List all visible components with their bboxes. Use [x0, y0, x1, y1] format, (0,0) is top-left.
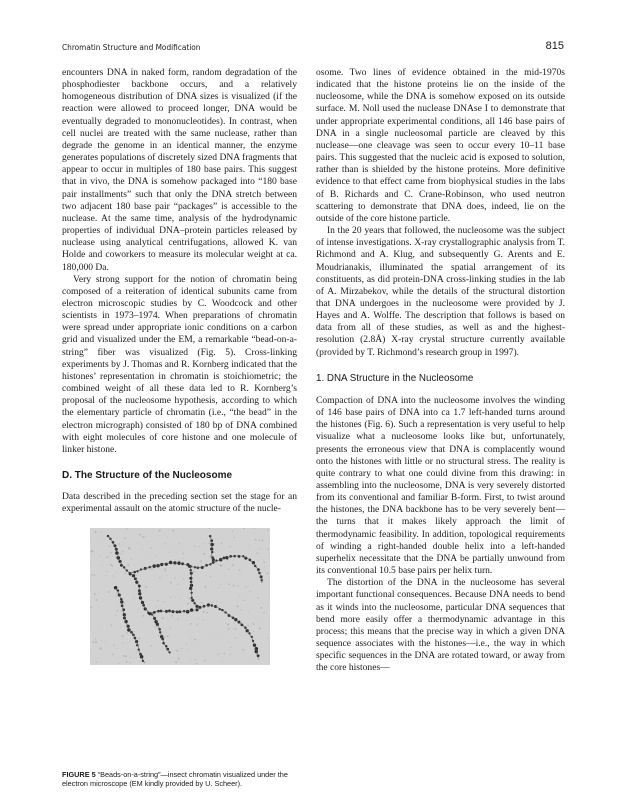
micrograph-grain	[239, 569, 241, 571]
micrograph-grain	[219, 653, 220, 654]
micrograph-grain	[175, 661, 177, 663]
micrograph-grain	[196, 546, 197, 547]
micrograph-grain	[218, 587, 219, 588]
nucleosome-bead	[207, 603, 210, 606]
micrograph-grain	[166, 575, 167, 576]
micrograph-grain	[137, 594, 138, 595]
micrograph-grain	[131, 558, 132, 559]
micrograph-grain	[129, 662, 130, 663]
micrograph-grain	[165, 543, 167, 545]
micrograph-grain	[156, 556, 157, 557]
micrograph-grain	[235, 540, 236, 541]
page-number: 815	[545, 40, 564, 52]
micrograph-grain	[237, 585, 239, 587]
micrograph-grain	[203, 611, 205, 613]
micrograph-grain	[139, 533, 141, 535]
micrograph-grain	[228, 583, 230, 585]
micrograph-grain	[209, 555, 211, 557]
micrograph-grain	[267, 548, 269, 550]
micrograph-grain	[138, 609, 139, 610]
micrograph-grain	[216, 601, 217, 602]
micrograph-grain	[121, 610, 123, 612]
micrograph-grain	[215, 639, 216, 640]
micrograph-grain	[263, 561, 265, 563]
micrograph-grain	[149, 554, 150, 555]
micrograph-grain	[217, 654, 218, 655]
micrograph-grain	[169, 529, 170, 530]
paragraph: Very strong support for the notion of chromatin being composed of a reiteration of identical subunits came from electron microscopic studies by C. Woodcock and other scientists in 1973–1974. When preparations of chromatin were spread under appropriate ionic conditions on a carbon grid and visualized under the EM, a remarkable “bead-on-a-string” fiber was visualized (Fig. 5). Cross-linking experiments by J. Thomas and R. Kornberg indicated that the histones’ representation in chromatin is stoichiometric; the combined weight of all these data led to R. Kornberg’s proposal of the nucleosome hypothesis, according to which the elementary particle of chromatin (i.e., “the bead” in the electron micrograph) consisted of 180 bp of DNA combined with eight molecules of core histone and one molecule of linker histone.	[62, 273, 297, 455]
micrograph-grain	[219, 564, 221, 566]
micrograph-grain	[104, 641, 105, 642]
micrograph-grain	[183, 558, 184, 559]
micrograph-grain	[243, 600, 245, 602]
micrograph-grain	[171, 615, 173, 617]
micrograph-grain	[225, 575, 226, 576]
right-column	[316, 67, 565, 675]
micrograph-grain	[122, 545, 123, 546]
micrograph-grain	[126, 661, 128, 663]
micrograph-grain	[196, 663, 197, 664]
micrograph-grain	[230, 647, 231, 648]
micrograph-grain	[253, 631, 254, 632]
micrograph-grain	[229, 546, 230, 547]
micrograph-grain	[204, 543, 205, 544]
micrograph-grain	[156, 606, 157, 607]
micrograph-grain	[112, 654, 114, 656]
micrograph-grain	[146, 536, 147, 537]
micrograph-grain	[210, 576, 212, 578]
micrograph-grain	[95, 641, 97, 643]
micrograph-grain	[122, 635, 124, 637]
micrograph-grain	[194, 638, 196, 640]
micrograph-grain	[115, 556, 116, 557]
micrograph-grain	[256, 552, 258, 554]
micrograph-grain	[94, 593, 96, 595]
paragraph: osome. Two lines of evidence obtained in the mid-1970s indicated that the histone proteins lie on the inside of the nucleosome, while the DNA is somehow exposed on its outside surface. M. Noll used the nuclease DNAse I to demonstrate that under appropriate experimental conditions, all 146 base pairs of DNA in a single nucleosomal particle are cleaved by this nuclease—one cleavage was seen to occur every 10–11 base pairs. This suggested that the nucleic acid is exposed to solution, rather than is shielded by the histone proteins. More definitive evidence to that effect came from biophysical studies in the labs of B. Richards and C. Crane-Robinson, who used neutron scattering to demonstrate that DNA does, indeed, lie on the outside of the core histone particle.	[316, 67, 565, 224]
micrograph-grain	[189, 598, 191, 600]
micrograph-grain	[257, 618, 258, 619]
micrograph-grain	[235, 628, 237, 630]
micrograph-grain	[159, 656, 160, 657]
micrograph-grain	[219, 636, 220, 637]
micrograph-grain	[227, 624, 229, 626]
micrograph-grain	[105, 585, 106, 586]
micrograph-grain	[180, 598, 181, 599]
micrograph-grain	[124, 603, 125, 604]
micrograph-grain	[164, 568, 166, 570]
micrograph-grain	[186, 643, 187, 644]
micrograph-grain	[199, 618, 200, 619]
micrograph-grain	[130, 657, 131, 658]
micrograph-grain	[132, 652, 133, 653]
caption-text: “Beads-on-a-string”—insect chromatin visualized under the electron microscope (EM kindly provided by U. Scheer).	[62, 770, 288, 788]
micrograph-grain	[118, 605, 119, 606]
left-column	[62, 67, 297, 515]
micrograph-grain	[203, 553, 205, 555]
micrograph-grain	[252, 623, 254, 625]
micrograph-grain	[188, 649, 189, 650]
micrograph-grain	[170, 582, 172, 584]
micrograph-grain	[169, 551, 170, 552]
micrograph-grain	[245, 587, 246, 588]
micrograph-grain	[142, 536, 144, 538]
micrograph-grain	[143, 615, 145, 617]
micrograph-grain	[201, 547, 202, 548]
micrograph-grain	[228, 568, 230, 570]
micrograph-grain	[167, 635, 169, 637]
micrograph-grain	[233, 537, 234, 538]
micrograph-grain	[223, 653, 225, 655]
micrograph-grain	[177, 618, 179, 620]
micrograph-grain	[205, 574, 206, 575]
micrograph-grain	[186, 620, 187, 621]
micrograph-grain	[105, 575, 106, 576]
micrograph-grain	[187, 603, 189, 605]
micrograph-grain	[122, 642, 123, 643]
micrograph-grain	[116, 595, 117, 596]
micrograph-grain	[93, 649, 94, 650]
micrograph-grain	[267, 638, 268, 639]
micrograph-grain	[142, 549, 143, 550]
micrograph-grain	[241, 609, 242, 610]
micrograph-grain	[165, 570, 167, 572]
figure-micrograph	[90, 528, 270, 665]
micrograph-grain	[127, 564, 129, 566]
micrograph-grain	[233, 622, 234, 623]
micrograph-grain	[221, 542, 223, 544]
micrograph-grain	[152, 626, 153, 627]
micrograph-grain	[259, 627, 261, 629]
micrograph-grain	[106, 556, 108, 558]
micrograph-grain	[116, 572, 117, 573]
micrograph-grain	[263, 612, 264, 613]
micrograph-image	[90, 528, 270, 665]
micrograph-grain	[91, 554, 92, 555]
micrograph-grain	[266, 573, 268, 575]
micrograph-grain	[113, 575, 114, 576]
micrograph-grain	[150, 547, 152, 549]
micrograph-grain	[248, 545, 249, 546]
micrograph-grain	[175, 598, 176, 599]
micrograph-grain	[247, 586, 248, 587]
micrograph-grain	[129, 548, 131, 550]
nucleosome-bead	[168, 609, 171, 612]
micrograph-grain	[153, 568, 154, 569]
micrograph-grain	[249, 591, 250, 592]
micrograph-grain	[124, 537, 126, 539]
micrograph-grain	[109, 553, 110, 554]
micrograph-grain	[222, 661, 223, 662]
micrograph-grain	[190, 638, 191, 639]
micrograph-grain	[211, 602, 212, 603]
micrograph-grain	[95, 531, 97, 533]
micrograph-grain	[267, 529, 268, 530]
micrograph-grain	[116, 592, 118, 594]
micrograph-grain	[134, 631, 135, 632]
micrograph-grain	[194, 545, 195, 546]
micrograph-grain	[125, 573, 127, 575]
micrograph-grain	[101, 640, 102, 641]
paragraph: Compaction of DNA into the nucleosome involves the winding of 146 base pairs of DNA into ca 1.7 left-handed turns around the histones (Fig. 6). Such a representation is very useful to help visualize what a nucleosome looks like but, unfortunately, presents the erroneous view that DNA is complacently wound onto the histones with little or no structural stress. The reality is quite contrary to what one could divine from this drawing: in assembling into the nucleosome, DNA is very severely distorted from its conventional and familiar B-form. First, to twist around the histones, the DNA backbone has to be very severely bent—the turns that it makes likely approach the limit of thermodynamic feasibility. In addition, topological requirements of winding a right-handed double helix into a left-handed superhelix necessitate that the DNA be partially unwound from its conventional 10.5 base pairs per helix turn.	[316, 394, 565, 577]
micrograph-grain	[176, 650, 178, 652]
micrograph-grain	[150, 645, 152, 647]
micrograph-grain	[257, 658, 259, 660]
micrograph-grain	[252, 660, 253, 661]
paragraph: Data described in the preceding section set the stage for an experimental assault on the atomic structure of the nucle-	[62, 491, 297, 515]
subsection-heading: 1. DNA Structure in the Nucleosome	[316, 372, 474, 384]
micrograph-grain	[241, 566, 242, 567]
micrograph-grain	[230, 654, 231, 655]
micrograph-grain	[91, 550, 93, 552]
micrograph-grain	[181, 648, 182, 649]
micrograph-grain	[232, 531, 233, 532]
micrograph-grain	[101, 535, 102, 536]
micrograph-grain	[107, 571, 108, 572]
micrograph-grain	[90, 606, 92, 608]
micrograph-grain	[259, 548, 260, 549]
micrograph-grain	[162, 617, 164, 619]
micrograph-grain	[100, 627, 101, 628]
nucleosome-bead	[238, 555, 241, 558]
micrograph-grain	[204, 660, 206, 662]
micrograph-grain	[100, 647, 102, 649]
micrograph-grain	[101, 532, 102, 533]
micrograph-grain	[258, 539, 260, 541]
micrograph-grain	[178, 658, 180, 660]
micrograph-grain	[258, 597, 260, 599]
paragraph: encounters DNA in naked form, random degradation of the phosphodiester backbone occurs, and a relatively homogeneous distribution of DNA sizes is visualized (if the reaction were allowed to proceed longer, DNA would be eventually degraded to mononucleotides). In contrast, when cell nuclei are treated with the same nuclease, rather than degrade the genome in an identical manner, the enzyme generates populations of discretely sized DNA fragments that appear to occur in multiples of 180 base pairs. This suggest that in vivo, the DNA is somehow packaged into “180 base pair installments” such that only the DNA stretch between two adjacent 180 base pair “packages” is accessible to the nuclease. At the same time, analysis of the hydrodynamic properties of individual DNA–protein particles released by nuclease using analytical centrifugations, allowed K. van Holde and coworkers to measure its molecular weight at ca. 180,000 Da.	[62, 67, 297, 273]
micrograph-grain	[209, 542, 211, 544]
micrograph-grain	[102, 565, 103, 566]
micrograph-grain	[194, 659, 195, 660]
micrograph-grain	[116, 648, 117, 649]
micrograph-grain	[112, 565, 114, 567]
micrograph-grain	[100, 555, 101, 556]
micrograph-grain	[96, 662, 98, 664]
micrograph-grain	[221, 549, 222, 550]
micrograph-grain	[227, 559, 229, 561]
micrograph-grain	[96, 599, 98, 601]
micrograph-grain	[260, 607, 262, 609]
micrograph-grain	[93, 641, 95, 643]
micrograph-grain	[201, 602, 202, 603]
micrograph-grain	[158, 635, 159, 636]
micrograph-grain	[225, 623, 226, 624]
micrograph-grain	[121, 626, 122, 627]
nucleosome-bead	[169, 561, 173, 565]
micrograph-grain	[118, 663, 119, 664]
micrograph-grain	[239, 596, 240, 597]
micrograph-grain	[174, 577, 175, 578]
nucleosome-bead	[189, 577, 192, 580]
micrograph-grain	[136, 574, 137, 575]
micrograph-grain	[119, 553, 121, 555]
micrograph-grain	[232, 564, 234, 566]
micrograph-grain	[239, 610, 240, 611]
micrograph-grain	[206, 612, 208, 614]
micrograph-grain	[116, 610, 118, 612]
micrograph-grain	[233, 628, 234, 629]
micrograph-grain	[138, 637, 140, 639]
nucleosome-bead	[190, 581, 193, 584]
micrograph-grain	[199, 546, 200, 547]
micrograph-grain	[177, 583, 178, 584]
micrograph-grain	[126, 528, 128, 530]
micrograph-grain	[190, 659, 191, 660]
micrograph-grain	[175, 559, 176, 560]
micrograph-grain	[267, 602, 268, 603]
running-head	[62, 42, 564, 54]
micrograph-grain	[125, 656, 127, 658]
micrograph-grain	[159, 530, 161, 532]
micrograph-grain	[235, 637, 236, 638]
micrograph-grain	[167, 537, 168, 538]
micrograph-grain	[111, 552, 112, 553]
micrograph-grain	[94, 574, 96, 576]
micrograph-grain	[123, 655, 125, 657]
micrograph-grain	[232, 585, 233, 586]
paragraph: In the 20 years that followed, the nucleosome was the subject of intense investigations. X-ray crystallographic analysis from T. Richmond and A. Klug, and subsequently G. Arents and E. Moudrianakis, illuminated the spatial arrangement of its constituents, as did protein-DNA cross-linking studies in the lab of A. Mirzabekov, while the details of the structural distortion that DNA undergoes in the nucleosome were provided by J. Hayes and A. Wolffe. The description that follows is based on data from all of these studies, as well as and the highest-resolution (2.8Å) X-ray crystal structure currently available (provided by T. Richmond’s research group in 1997).	[316, 225, 565, 358]
micrograph-grain	[108, 545, 110, 547]
micrograph-grain	[122, 554, 123, 555]
micrograph-grain	[133, 598, 134, 599]
micrograph-grain	[172, 530, 174, 532]
micrograph-grain	[119, 543, 120, 544]
micrograph-grain	[170, 596, 171, 597]
micrograph-grain	[202, 620, 203, 621]
micrograph-grain	[265, 567, 266, 568]
section-heading: D. The Structure of the Nucleosome	[62, 470, 233, 481]
micrograph-grain	[162, 601, 163, 602]
micrograph-grain	[122, 550, 124, 552]
micrograph-grain	[182, 553, 184, 555]
nucleosome-bead	[160, 610, 163, 613]
micrograph-grain	[237, 605, 239, 607]
micrograph-grain	[228, 628, 230, 630]
micrograph-grain	[206, 563, 207, 564]
micrograph-grain	[116, 615, 117, 616]
micrograph-grain	[126, 632, 128, 634]
micrograph-grain	[113, 645, 115, 647]
micrograph-grain	[135, 588, 136, 589]
micrograph-grain	[126, 613, 127, 614]
micrograph-grain	[170, 627, 171, 628]
micrograph-grain	[110, 624, 112, 626]
micrograph-grain	[255, 539, 257, 541]
micrograph-grain	[136, 652, 137, 653]
micrograph-grain	[108, 591, 110, 593]
micrograph-grain	[261, 540, 263, 542]
micrograph-grain	[248, 625, 250, 627]
micrograph-grain	[151, 568, 152, 569]
micrograph-grain	[200, 560, 202, 562]
micrograph-grain	[204, 586, 206, 588]
micrograph-grain	[220, 584, 221, 585]
micrograph-grain	[155, 626, 157, 628]
caption-label: FIGURE 5	[62, 770, 96, 779]
micrograph-grain	[242, 649, 244, 651]
micrograph-grain	[190, 623, 192, 625]
micrograph-grain	[157, 600, 159, 602]
micrograph-grain	[183, 578, 185, 580]
running-head-title: Chromatin Structure and Modification	[62, 42, 201, 52]
micrograph-grain	[145, 586, 147, 588]
paragraph: The distortion of the DNA in the nucleosome has several important functional consequences. Because DNA needs to bend as it winds into the nucleosome, particular DNA sequences that bend more easily offer a thermodynamic advantage in this process; this means that the precise way in which a given DNA sequence associates with the histones—i.e., the way in which specific sequences in the DNA are rotated toward, or away from the core histones—	[316, 577, 565, 674]
micrograph-grain	[248, 611, 249, 612]
micrograph-grain	[95, 638, 97, 640]
micrograph-grain	[196, 624, 198, 626]
micrograph-grain	[159, 577, 161, 579]
micrograph-grain	[178, 543, 179, 544]
figure-caption	[62, 770, 302, 788]
micrograph-grain	[91, 574, 93, 576]
micrograph-grain	[164, 602, 165, 603]
nucleosome-bead	[189, 587, 192, 590]
